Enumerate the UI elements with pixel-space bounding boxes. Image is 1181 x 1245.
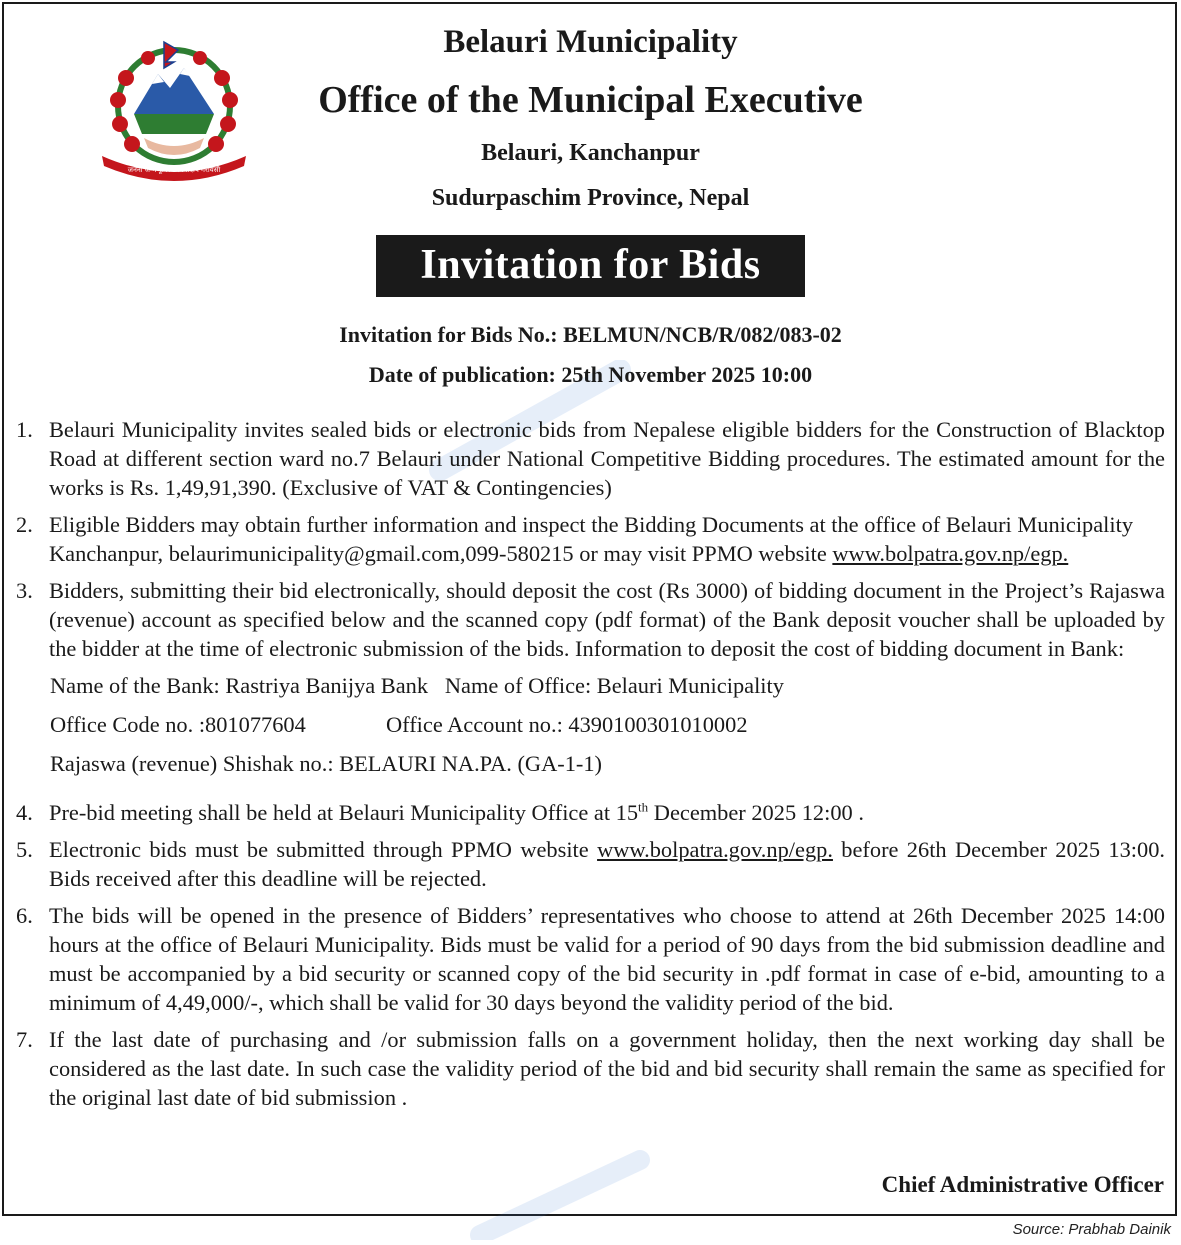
- item-number: 6.: [16, 903, 33, 928]
- bid-number: Invitation for Bids No.: BELMUN/NCB/R/082/083-02: [339, 322, 842, 347]
- shishak-number: Rajaswa (revenue) Shishak no.: BELAURI NA.PA. (GA-1-1): [50, 751, 603, 776]
- item-text: Electronic bids must be submitted through PPMO website: [49, 837, 598, 862]
- list-item: [16, 415, 1165, 502]
- bank-name: Name of the Bank: Rastriya Banijya Bank: [50, 673, 429, 698]
- list-item: [16, 901, 1165, 1017]
- list-item: [16, 798, 1165, 827]
- office-code: Office Code no. :801077604: [50, 712, 306, 737]
- bank-details: [16, 671, 1165, 788]
- signatory-title: Chief Administrative Officer: [881, 1172, 1164, 1197]
- source-credit: Source: Prabhab Dainik: [1012, 1221, 1171, 1238]
- ppmo-website-link[interactable]: www.bolpatra.gov.np/egp.: [832, 541, 1069, 566]
- item-text: The bids will be opened in the presence of Bidders’ representatives who choose to attend at 26th December 2025 14:00 hours at the office of Belauri Municipality. Bids must be valid for a period of 90 days from the bid submission deadline and must be accompanied by a bid security or scanned copy of the bid security in .pdf format in case of e-bid, amounting to a minimum of 4,49,000/-, which shall be valid for 30 days beyond the validity period of the bid.: [49, 903, 1165, 1015]
- item-number: 5.: [16, 837, 33, 862]
- office-name: Office of the Municipal Executive: [318, 79, 863, 121]
- location-line2: Sudurpaschim Province, Nepal: [431, 185, 750, 211]
- item-number: 1.: [16, 417, 33, 442]
- item-text: December 2025 12:00 .: [648, 800, 864, 825]
- item-text: Eligible Bidders may obtain further information and inspect the Bidding Documents at the office of Belauri Municipality Kanchanpur, belaurimunicipality@gmail.com,099-580215 or may visit PPMO website: [49, 512, 1134, 566]
- item-text: Pre-bid meeting shall be held at Belauri Municipality Office at 15: [49, 800, 639, 825]
- account-number: Office Account no.: 4390100301010002: [386, 712, 748, 737]
- bid-items-list: [16, 415, 1165, 1120]
- bank-office-name: Name of Office: Belauri Municipality: [444, 673, 784, 698]
- list-item: [16, 1025, 1165, 1112]
- item-number: 7.: [16, 1027, 33, 1052]
- item-number: 4.: [16, 800, 33, 825]
- item-number: 2.: [16, 512, 33, 537]
- list-item: [16, 510, 1165, 568]
- item-text: Belauri Municipality invites sealed bids or electronic bids from Nepalese eligible bidders for the Construction of Blacktop Road at different section ward no.7 Belauri under National Competitive Bidding procedures. The estimated amount for the works is Rs. 1,49,91,390. (Exclusive of VAT & Contingencies): [49, 417, 1165, 500]
- item-text: Bidders, submitting their bid electronically, should deposit the cost (Rs 3000) of bidding document in the Project’s Rajaswa (revenue) account as specified below and the scanned copy (pdf format) of the Bank deposit voucher shall be uploaded by the bidder at the time of electronic submission of the bids. Information to deposit the cost of bidding document in Bank:: [49, 578, 1165, 661]
- item-text: before 26th December 2025 13:00. Bids received after this deadline will be rejected.: [49, 837, 1165, 891]
- publication-date: Date of publication: 25th November 2025 10:00: [368, 362, 813, 387]
- item-text: If the last date of purchasing and /or submission falls on a government holiday, then the next working day shall be considered as the last date. In such case the validity period of the bid and bid security shall remain the same as specified for the original last date of bid submission .: [49, 1027, 1165, 1110]
- ppmo-website-link[interactable]: www.bolpatra.gov.np/egp.: [597, 837, 833, 862]
- list-item: [16, 835, 1165, 893]
- item-number: 3.: [16, 578, 33, 603]
- ordinal-suffix: th: [638, 799, 649, 815]
- title-banner: Invitation for Bids: [376, 235, 805, 297]
- location-line1: Belauri, Kanchanpur: [481, 140, 700, 166]
- list-item: [16, 576, 1165, 663]
- emblem-motto: जननी जन्मभूमिश्च स्वर्गादपि गरीयसी: [127, 166, 221, 174]
- org-name: Belauri Municipality: [443, 24, 738, 60]
